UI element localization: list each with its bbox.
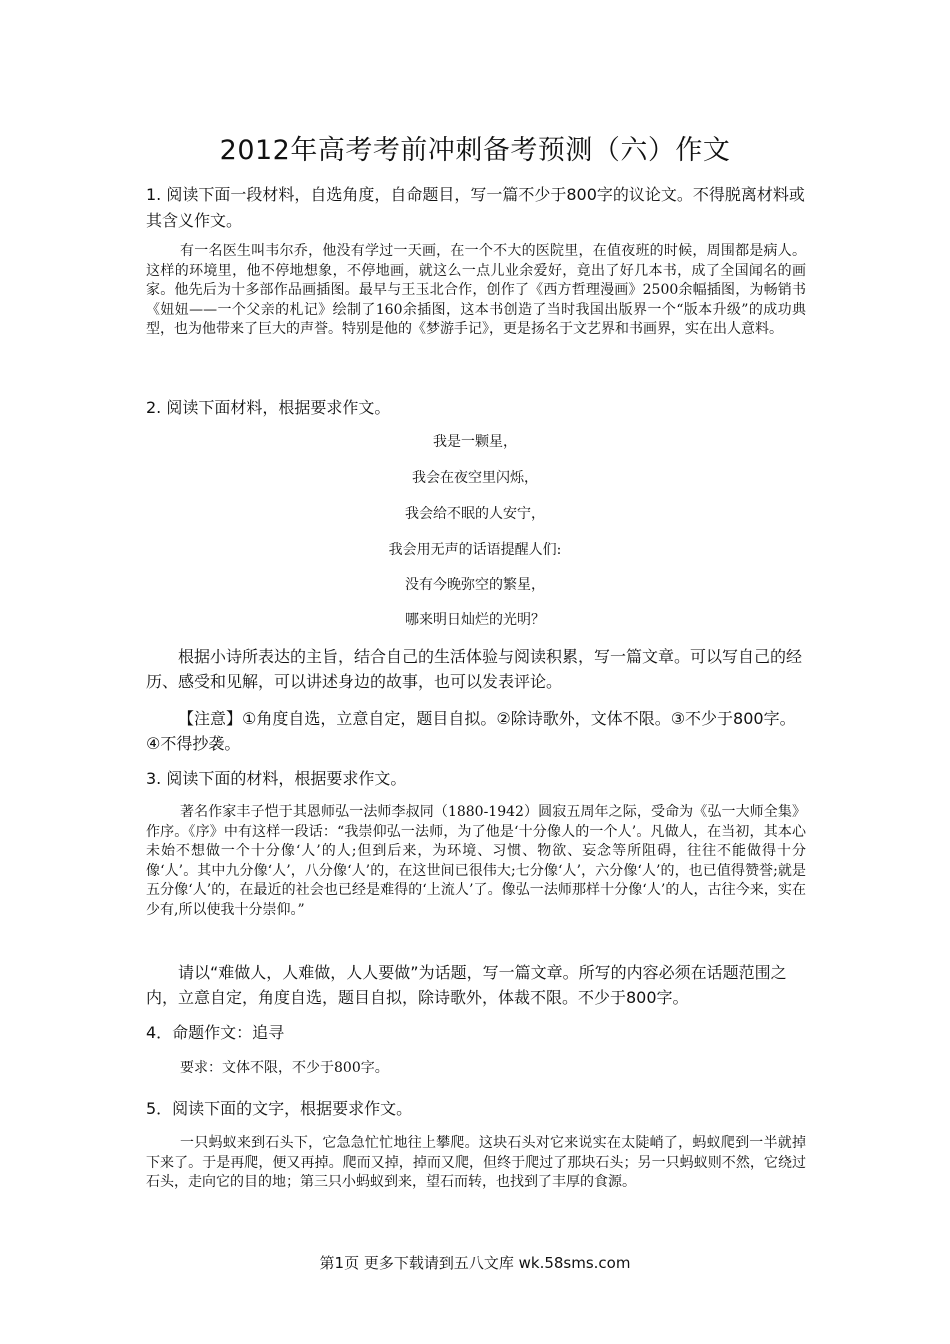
question-2-prompt: 2. 阅读下面材料，根据要求作文。	[146, 398, 391, 417]
question-2-instruction: 根据小诗所表达的主旨，结合自己的生活体验与阅读积累，写一篇文章。可以写自己的经历、感受和见解，可以讲述身边的故事，也可以发表评论。	[146, 647, 803, 691]
page-title: 2012年高考考前冲刺备考预测（六）作文	[219, 135, 731, 166]
poem-line-5: 没有今晚弥空的繁星，	[405, 577, 545, 593]
question-5-material: 一只蚂蚁来到石头下，它急急忙忙地往上攀爬。这块石头对它来说实在太陡峭了，蚂蚁爬到一半就掉下来了。于是再爬，便又再掉。爬而又掉，掉而又爬，但终于爬过了那块石头；另一只蚂蚁则不然，它绕过石头，走向它的目的地；第三只小蚂蚁到来，望石而转，也找到了丰厚的食源。	[146, 1135, 806, 1190]
page-footer: 第1页 更多下载请到五八文库 wk.58sms.com	[319, 1254, 631, 1272]
poem-line-2: 我会在夜空里闪烁，	[412, 470, 538, 486]
poem-line-4: 我会用无声的话语提醒人们:	[388, 542, 562, 558]
question-3-prompt: 3. 阅读下面的材料，根据要求作文。	[146, 769, 407, 788]
question-4-prompt: 4．命题作文：追寻	[146, 1023, 285, 1042]
question-5-prompt: 5．阅读下面的文字，根据要求作文。	[146, 1099, 413, 1118]
poem-line-6: 哪来明日灿烂的光明？	[405, 612, 545, 628]
question-1-prompt: 1. 阅读下面一段材料，自选角度，自命题目，写一篇不少于800字的议论文。不得脱离材料或其含义作文。	[146, 185, 805, 230]
question-2-note: 【注意】①角度自选，立意自定，题目自拟。②除诗歌外，文体不限。③不少于800字。④不得抄袭。	[146, 709, 796, 753]
poem-line-3: 我会给不眠的人安宁，	[405, 506, 545, 522]
question-4-requirement: 要求：文体不限，不少于800字。	[180, 1060, 389, 1076]
question-3-material: 著名作家丰子恺于其恩师弘一法师李叔同（1880-1942）圆寂五周年之际，受命为《弘一大师全集》作序。《序》中有这样一段话：“我崇仰弘一法师，为了他是‘十分像人的一个人’。凡做人，在当初，其本心未始不想做一个十分像‘人’的人;但到后来，为环境、习惯、物欲、妄念等所阻碍，往往不能做得十分像‘人’。其中九分像‘人’，八分像‘人’的，在这世间已很伟大;七分像‘人’，六分像‘人’的，也已值得赞誉;就是五分像‘人’的，在最近的社会也已经是难得的‘上流人’了。像弘一法师那样十分像‘人’的人，古往今来，实在少有,所以使我十分崇仰。”	[146, 804, 806, 918]
question-3-instruction: 请以“难做人，人难做，人人要做”为话题，写一篇文章。所写的内容必须在话题范围之内，立意自定，角度自选，题目自拟，除诗歌外，体裁不限。不少于800字。	[146, 963, 787, 1007]
question-1-material: 有一名医生叫韦尔乔，他没有学过一天画，在一个不大的医院里，在值夜班的时候，周围都是病人。这样的环境里，他不停地想象，不停地画，就这么一点儿业余爱好，竟出了好几本书，成了全国闻名的画家。他先后为十多部作品画插图。最早与王玉北合作，创作了《西方哲理漫画》2500余幅插图，为畅销书《妞妞——一个父亲的札记》绘制了160余插图，这本书创造了当时我国出版界一个“版本升级”的成功典型，也为他带来了巨大的声誉。特别是他的《梦游手记》，更是扬名于文艺界和书画界，实在出人意料。	[146, 243, 806, 337]
poem-line-1: 我是一颗星，	[433, 434, 517, 450]
